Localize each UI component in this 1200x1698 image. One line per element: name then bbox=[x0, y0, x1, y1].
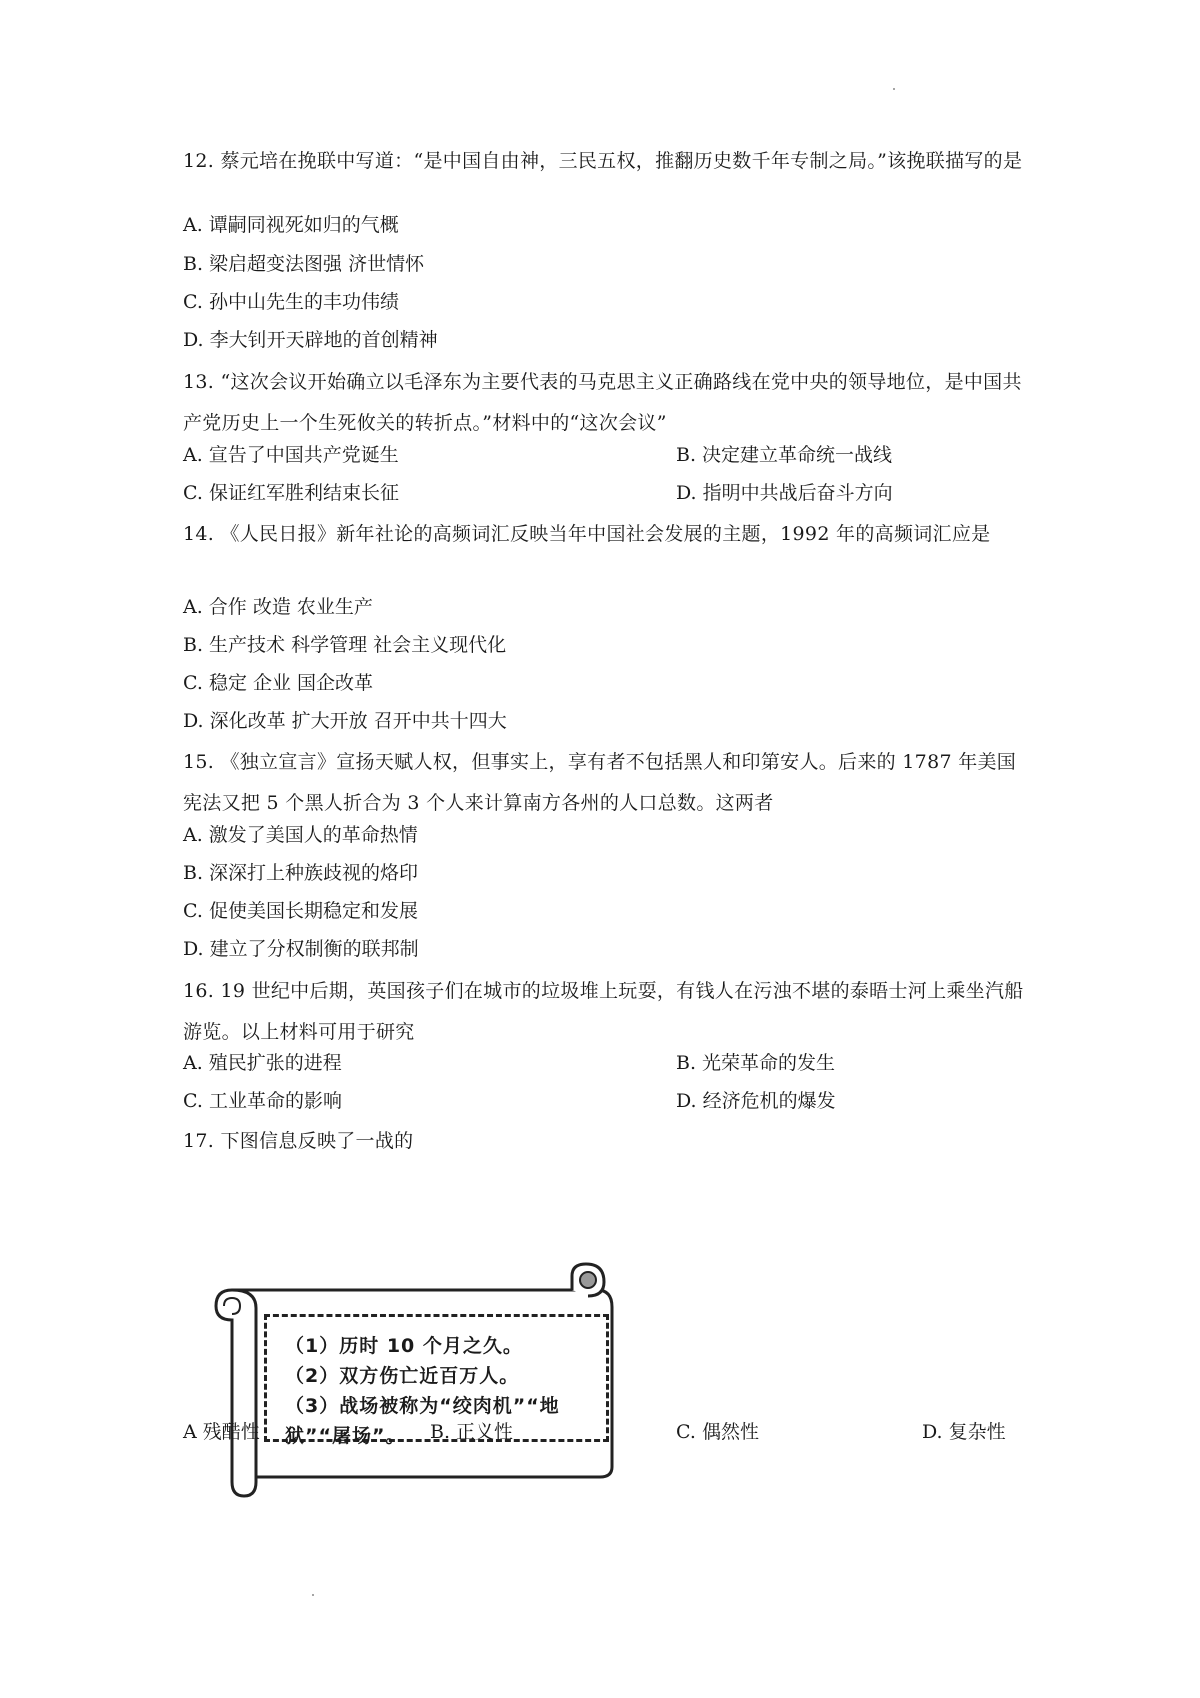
question-16-stem: 16. 19 世纪中后期，英国孩子们在城市的垃圾堆上玩耍，有钱人在污浊不堪的泰晤士河上乘坐汽船游览。以上材料可用于研究 bbox=[183, 980, 1024, 1043]
question-15-stem: 15. 《独立宣言》宣扬天赋人权，但事实上，享有者不包括黑人和印第安人。后来的 1787 年美国宪法又把 5 个黑人折合为 3 个人来计算南方各州的人口总数。这两者 bbox=[183, 751, 1017, 814]
q12-option-b[interactable]: B. 梁启超变法图强 济世情怀 bbox=[183, 253, 425, 275]
scan-speck bbox=[893, 88, 895, 90]
q15-option-c[interactable]: C. 促使美国长期稳定和发展 bbox=[183, 900, 418, 922]
q14-option-d[interactable]: D. 深化改革 扩大开放 召开中共十四大 bbox=[183, 710, 507, 732]
question-12-stem: 12. 蔡元培在挽联中写道：“是中国自由神，三民五权，推翻历史数千年专制之局。”该挽联描写的是 bbox=[183, 150, 1023, 172]
q16-option-b[interactable]: B. 光荣革命的发生 bbox=[676, 1052, 836, 1074]
q16-option-a[interactable]: A. 殖民扩张的进程 bbox=[183, 1052, 342, 1074]
q17-option-a[interactable]: A 残酷性 bbox=[183, 1421, 260, 1443]
q15-option-a[interactable]: A. 激发了美国人的革命热情 bbox=[183, 824, 418, 846]
scroll-text: （1）历时 10 个月之久。 （2）双方伤亡近百万人。 （3）战场被称为“绞肉机”“地狱”“屠场”。 bbox=[264, 1314, 609, 1442]
question-13-stem: 13. “这次会议开始确立以毛泽东为主要代表的马克思主义正确路线在党中央的领导地位，是中国共产党历史上一个生死攸关的转折点。”材料中的“这次会议” bbox=[183, 371, 1022, 434]
q16-option-d[interactable]: D. 经济危机的爆发 bbox=[676, 1090, 836, 1112]
q16-option-c[interactable]: C. 工业革命的影响 bbox=[183, 1090, 342, 1112]
q12-option-c[interactable]: C. 孙中山先生的丰功伟绩 bbox=[183, 291, 399, 313]
q12-option-d[interactable]: D. 李大钊开天辟地的首创精神 bbox=[183, 329, 438, 351]
q14-option-c[interactable]: C. 稳定 企业 国企改革 bbox=[183, 672, 374, 694]
q13-option-a[interactable]: A. 宣告了中国共产党诞生 bbox=[183, 444, 399, 466]
q13-option-d[interactable]: D. 指明中共战后奋斗方向 bbox=[676, 482, 893, 504]
question-17-stem: 17. 下图信息反映了一战的 bbox=[183, 1130, 414, 1152]
q13-option-c[interactable]: C. 保证红军胜利结束长征 bbox=[183, 482, 399, 504]
q17-option-b[interactable]: B. 正义性 bbox=[430, 1421, 514, 1443]
q15-option-b[interactable]: B. 深深打上种族歧视的烙印 bbox=[183, 862, 419, 884]
q14-option-a[interactable]: A. 合作 改造 农业生产 bbox=[183, 596, 373, 618]
q17-option-c[interactable]: C. 偶然性 bbox=[676, 1421, 759, 1443]
q13-option-b[interactable]: B. 决定建立革命统一战线 bbox=[676, 444, 893, 466]
q14-option-b[interactable]: B. 生产技术 科学管理 社会主义现代化 bbox=[183, 634, 507, 656]
q15-option-d[interactable]: D. 建立了分权制衡的联邦制 bbox=[183, 938, 419, 960]
q17-option-d[interactable]: D. 复杂性 bbox=[922, 1421, 1006, 1443]
scroll-figure bbox=[212, 1262, 642, 1502]
scan-speck bbox=[312, 1594, 314, 1596]
question-14-stem: 14. 《人民日报》新年社论的高频词汇反映当年中国社会发展的主题，1992 年的高频词汇应是 bbox=[183, 523, 991, 545]
q12-option-a[interactable]: A. 谭嗣同视死如归的气概 bbox=[183, 214, 399, 236]
